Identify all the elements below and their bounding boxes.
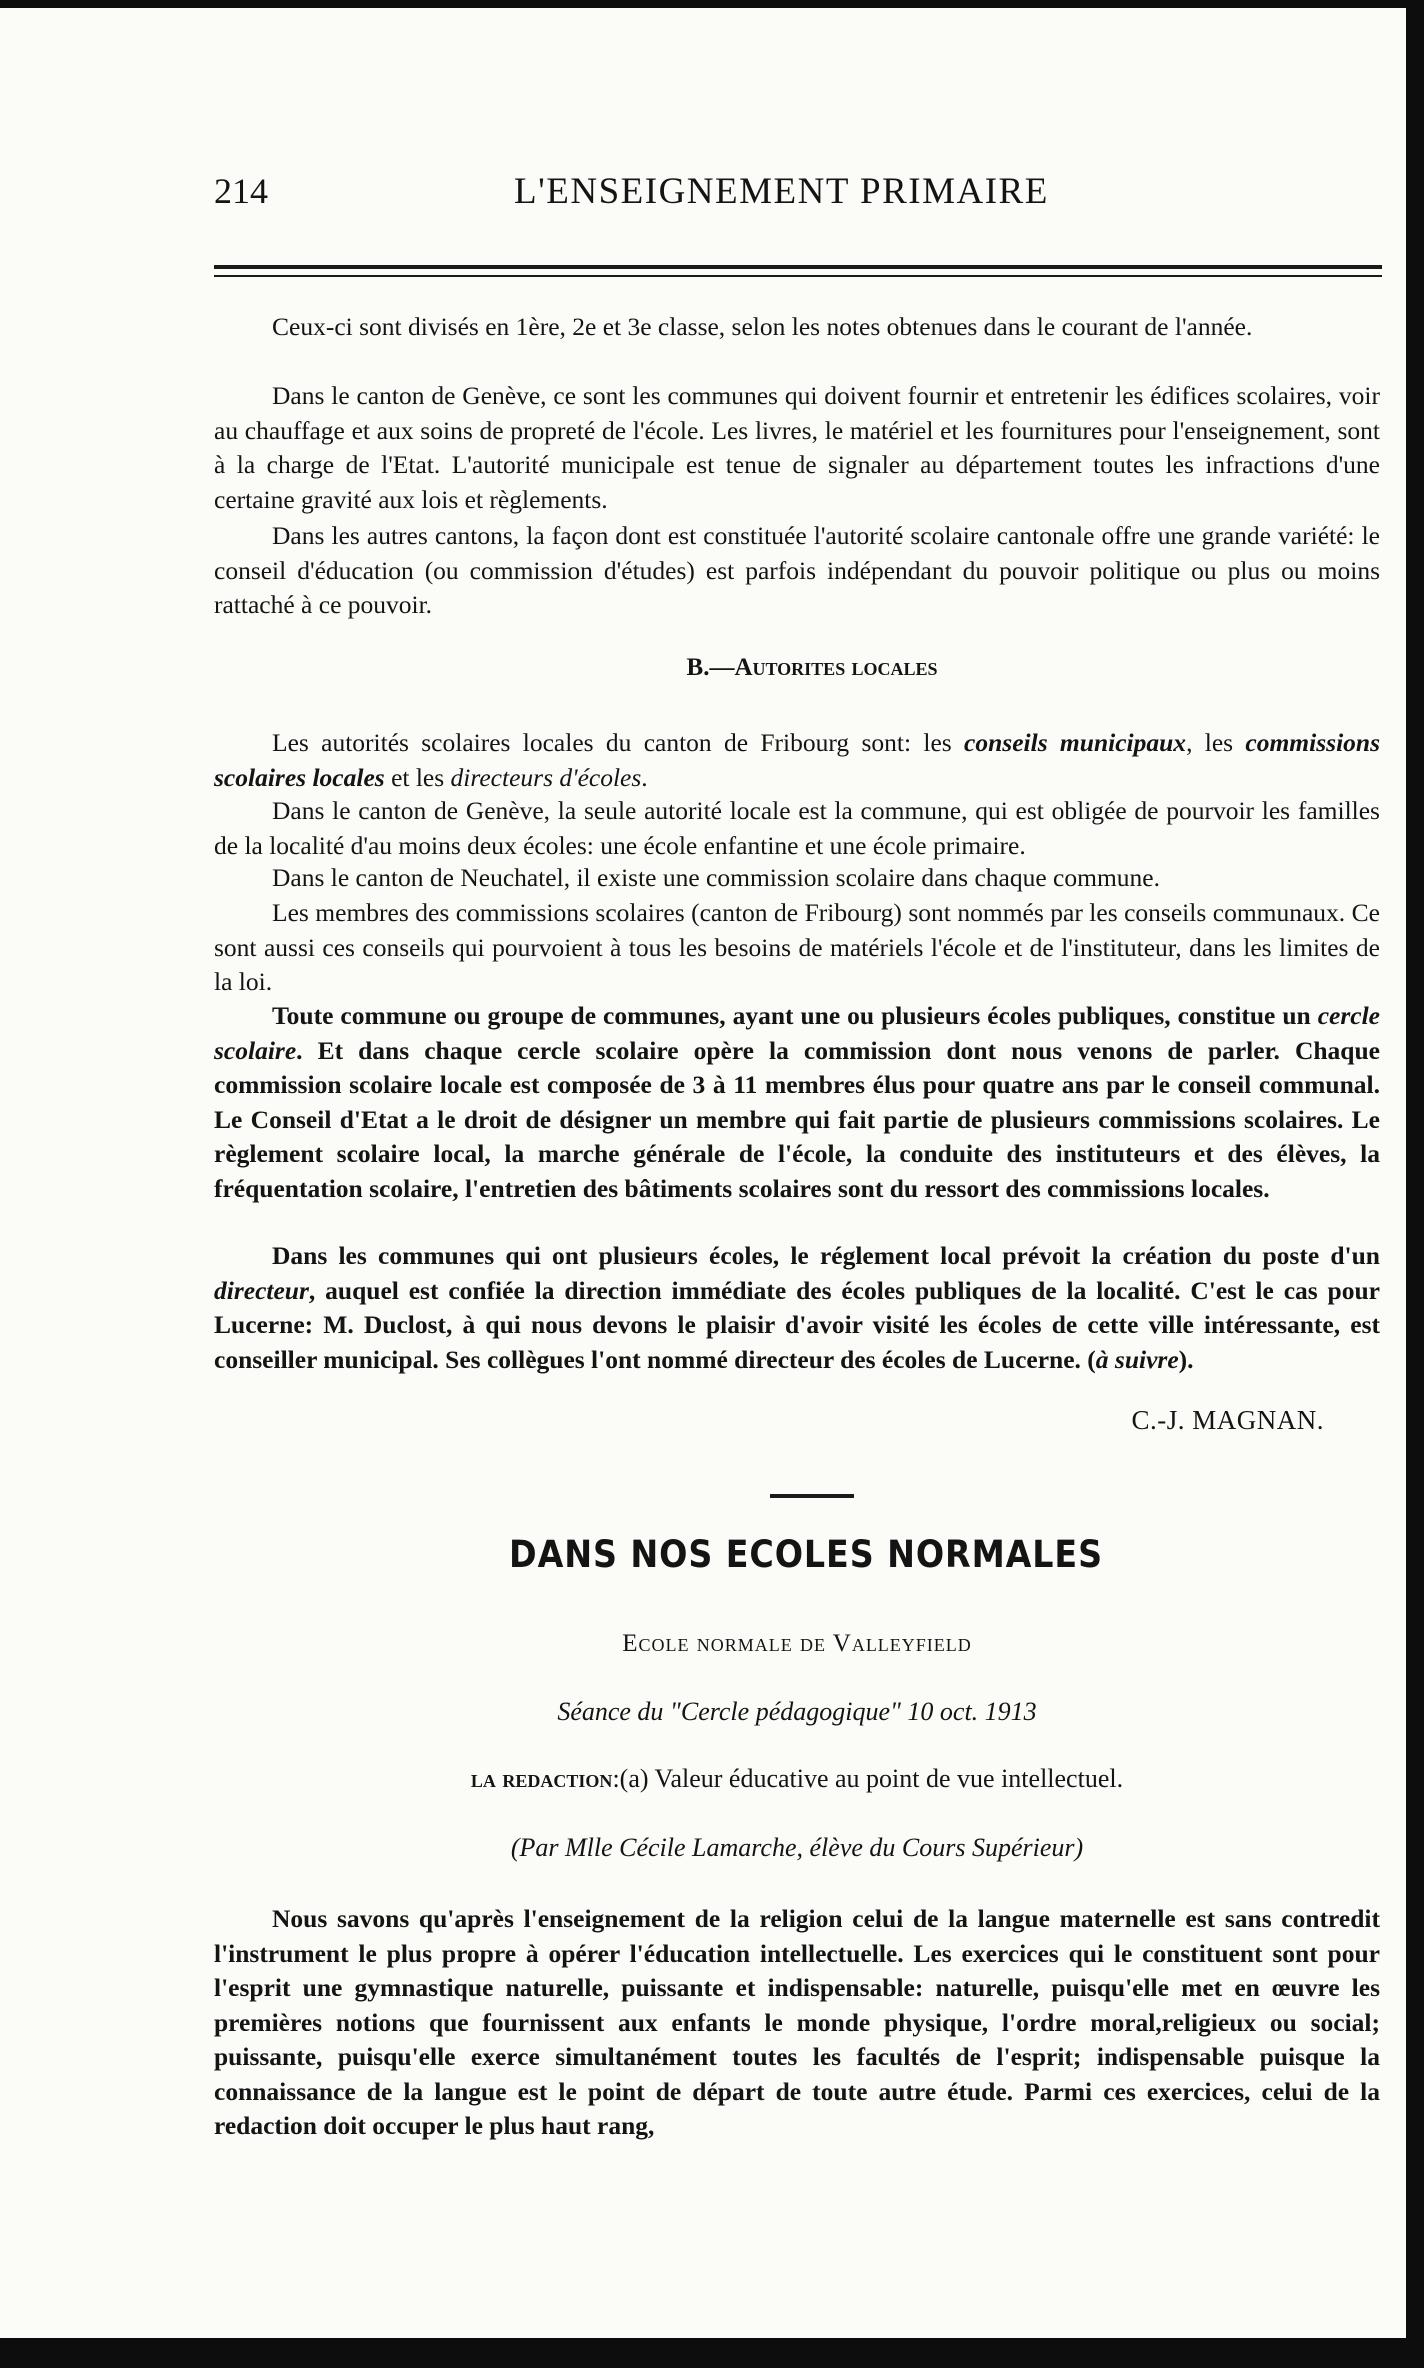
page-number: 214	[214, 171, 268, 211]
section-divider	[770, 1494, 854, 1498]
paragraph-classes: Ceux-ci sont divisés en 1ère, 2e et 3e classe, selon les notes obtenues dans le courant de l'année.	[272, 312, 1253, 341]
topic-line	[214, 1764, 1380, 1794]
header-rule-thin	[214, 275, 1382, 277]
paragraph-directeur: Dans les communes qui ont plusieurs écoles, le réglement local prévoit la création du poste d'un directeur, auquel est confiée la direction immédiate des écoles publiques de la localité. C'est le cas pour Lucerne: M. Duclost, à qui nous devons le plaisir d'avoir visité les écoles de cette ville intéressante, est conseiller municipal. Ses collègues l'ont nommé directeur des écoles de Lucerne. (à suivre).	[214, 1241, 1380, 1374]
paragraph-membres-commissions: Les membres des commissions scolaires (canton de Fribourg) sont nommés par les conseils communaux. Ce sont aussi ces conseils qui pourvoient à tous les besoins de matériels l'école et de l'instituteur, dans les limites de la loi.	[214, 898, 1380, 996]
session-line: Séance du "Cercle pédagogique" 10 oct. 1913	[557, 1697, 1037, 1726]
article-body: Nous savons qu'après l'enseignement de la religion celui de la langue maternelle est sans contredit l'instrument le plus propre à opérer l'éducation intellectuelle. Les exercices qui le constituent sont pour l'esprit une gymnastique naturelle, puissante et indispensable: naturelle, puisqu'elle met en œuvre les premières notions que fournissent aux enfants le monde physique, l'ordre moral,religieux ou social; puissante, puisqu'elle exerce simultanément toutes les facultés de l'esprit; indispensable puisque la connaissance de la langue est le point de départ de toute autre étude. Parmi ces exercices, celui de la redaction doit occuper le plus haut rang,	[214, 1904, 1380, 2140]
article-title: DANS NOS ECOLES NORMALES	[509, 1533, 1103, 1576]
topic-text: :(a) Valeur éducative au point de vue intellectuel.	[612, 1764, 1124, 1793]
document-page	[0, 8, 1406, 2338]
header-rule-thick	[214, 265, 1382, 269]
article-subtitle: Ecole normale de Valleyfield	[622, 1630, 972, 1657]
term-conseils-municipaux: conseils municipaux	[964, 728, 1187, 757]
running-title: L'ENSEIGNEMENT PRIMAIRE	[514, 171, 1049, 212]
paragraph-fribourg-autorites: Les autorités scolaires locales du canton de Fribourg sont: les conseils municipaux, les commissions scolaires locales et les directeurs d'écoles.	[214, 728, 1381, 792]
page-header	[214, 170, 1384, 220]
term-cercle-scolaire: cercle scolaire	[214, 1001, 1380, 1065]
paragraph-geneve-communes: Dans le canton de Genève, ce sont les communes qui doivent fournir et entretenir les édifices scolaires, voir au chauffage et aux soins de propreté de l'école. Les livres, le matériel et les fournitures pour l'enseignement, sont à la charge de l'Etat. L'autorité municipale est tenue de signaler au département toutes les infractions d'une certaine gravité aux lois et règlements.	[214, 381, 1380, 514]
article-author: (Par Mlle Cécile Lamarche, élève du Cours Supérieur)	[510, 1833, 1084, 1862]
author-signature: C.-J. MAGNAN.	[1131, 1405, 1324, 1435]
term-a-suivre: à suivre	[1095, 1344, 1179, 1374]
paragraph-neuchatel: Dans le canton de Neuchatel, il existe une commission scolaire dans chaque commune.	[272, 863, 1160, 892]
term-directeurs-ecoles: directeurs d'écoles	[450, 762, 642, 792]
paragraph-autres-cantons: Dans les autres cantons, la façon dont est constituée l'autorité scolaire cantonale offre une grande variété: le conseil d'éducation (ou commission d'études) est parfois indépendant du pouvoir politique ou plus ou moins rattaché à ce pouvoir.	[214, 521, 1380, 619]
topic-label: la redaction	[470, 1764, 613, 1793]
paragraph-cercle-scolaire: Toute commune ou groupe de communes, ayant une ou plusieurs écoles publiques, constitue un cercle scolaire. Et dans chaque cercle scolaire opère la commission dont nous venons de parler. Chaque commission scolaire locale est composée de 3 à 11 membres élus pour quatre ans par le conseil communal. Le Conseil d'Etat a le droit de désigner un membre qui fait partie de plusieurs commissions scolaires. Le règlement scolaire local, la marche générale de l'école, la conduite des instituteurs et des élèves, la fréquentation scolaire, l'entretien des bâtiments scolaires sont du ressort des commissions locales.	[214, 1001, 1380, 1203]
term-commissions-scolaires: commissions scolaires locales	[214, 728, 1381, 792]
term-directeur: directeur	[214, 1275, 309, 1305]
section-heading-b: B.—Autorites locales	[686, 654, 938, 681]
paragraph-geneve-commune: Dans le canton de Genève, la seule autorité locale est la commune, qui est obligée de pourvoir les familles de la localité d'au moins deux écoles: une école enfantine et une école primaire.	[214, 796, 1380, 860]
